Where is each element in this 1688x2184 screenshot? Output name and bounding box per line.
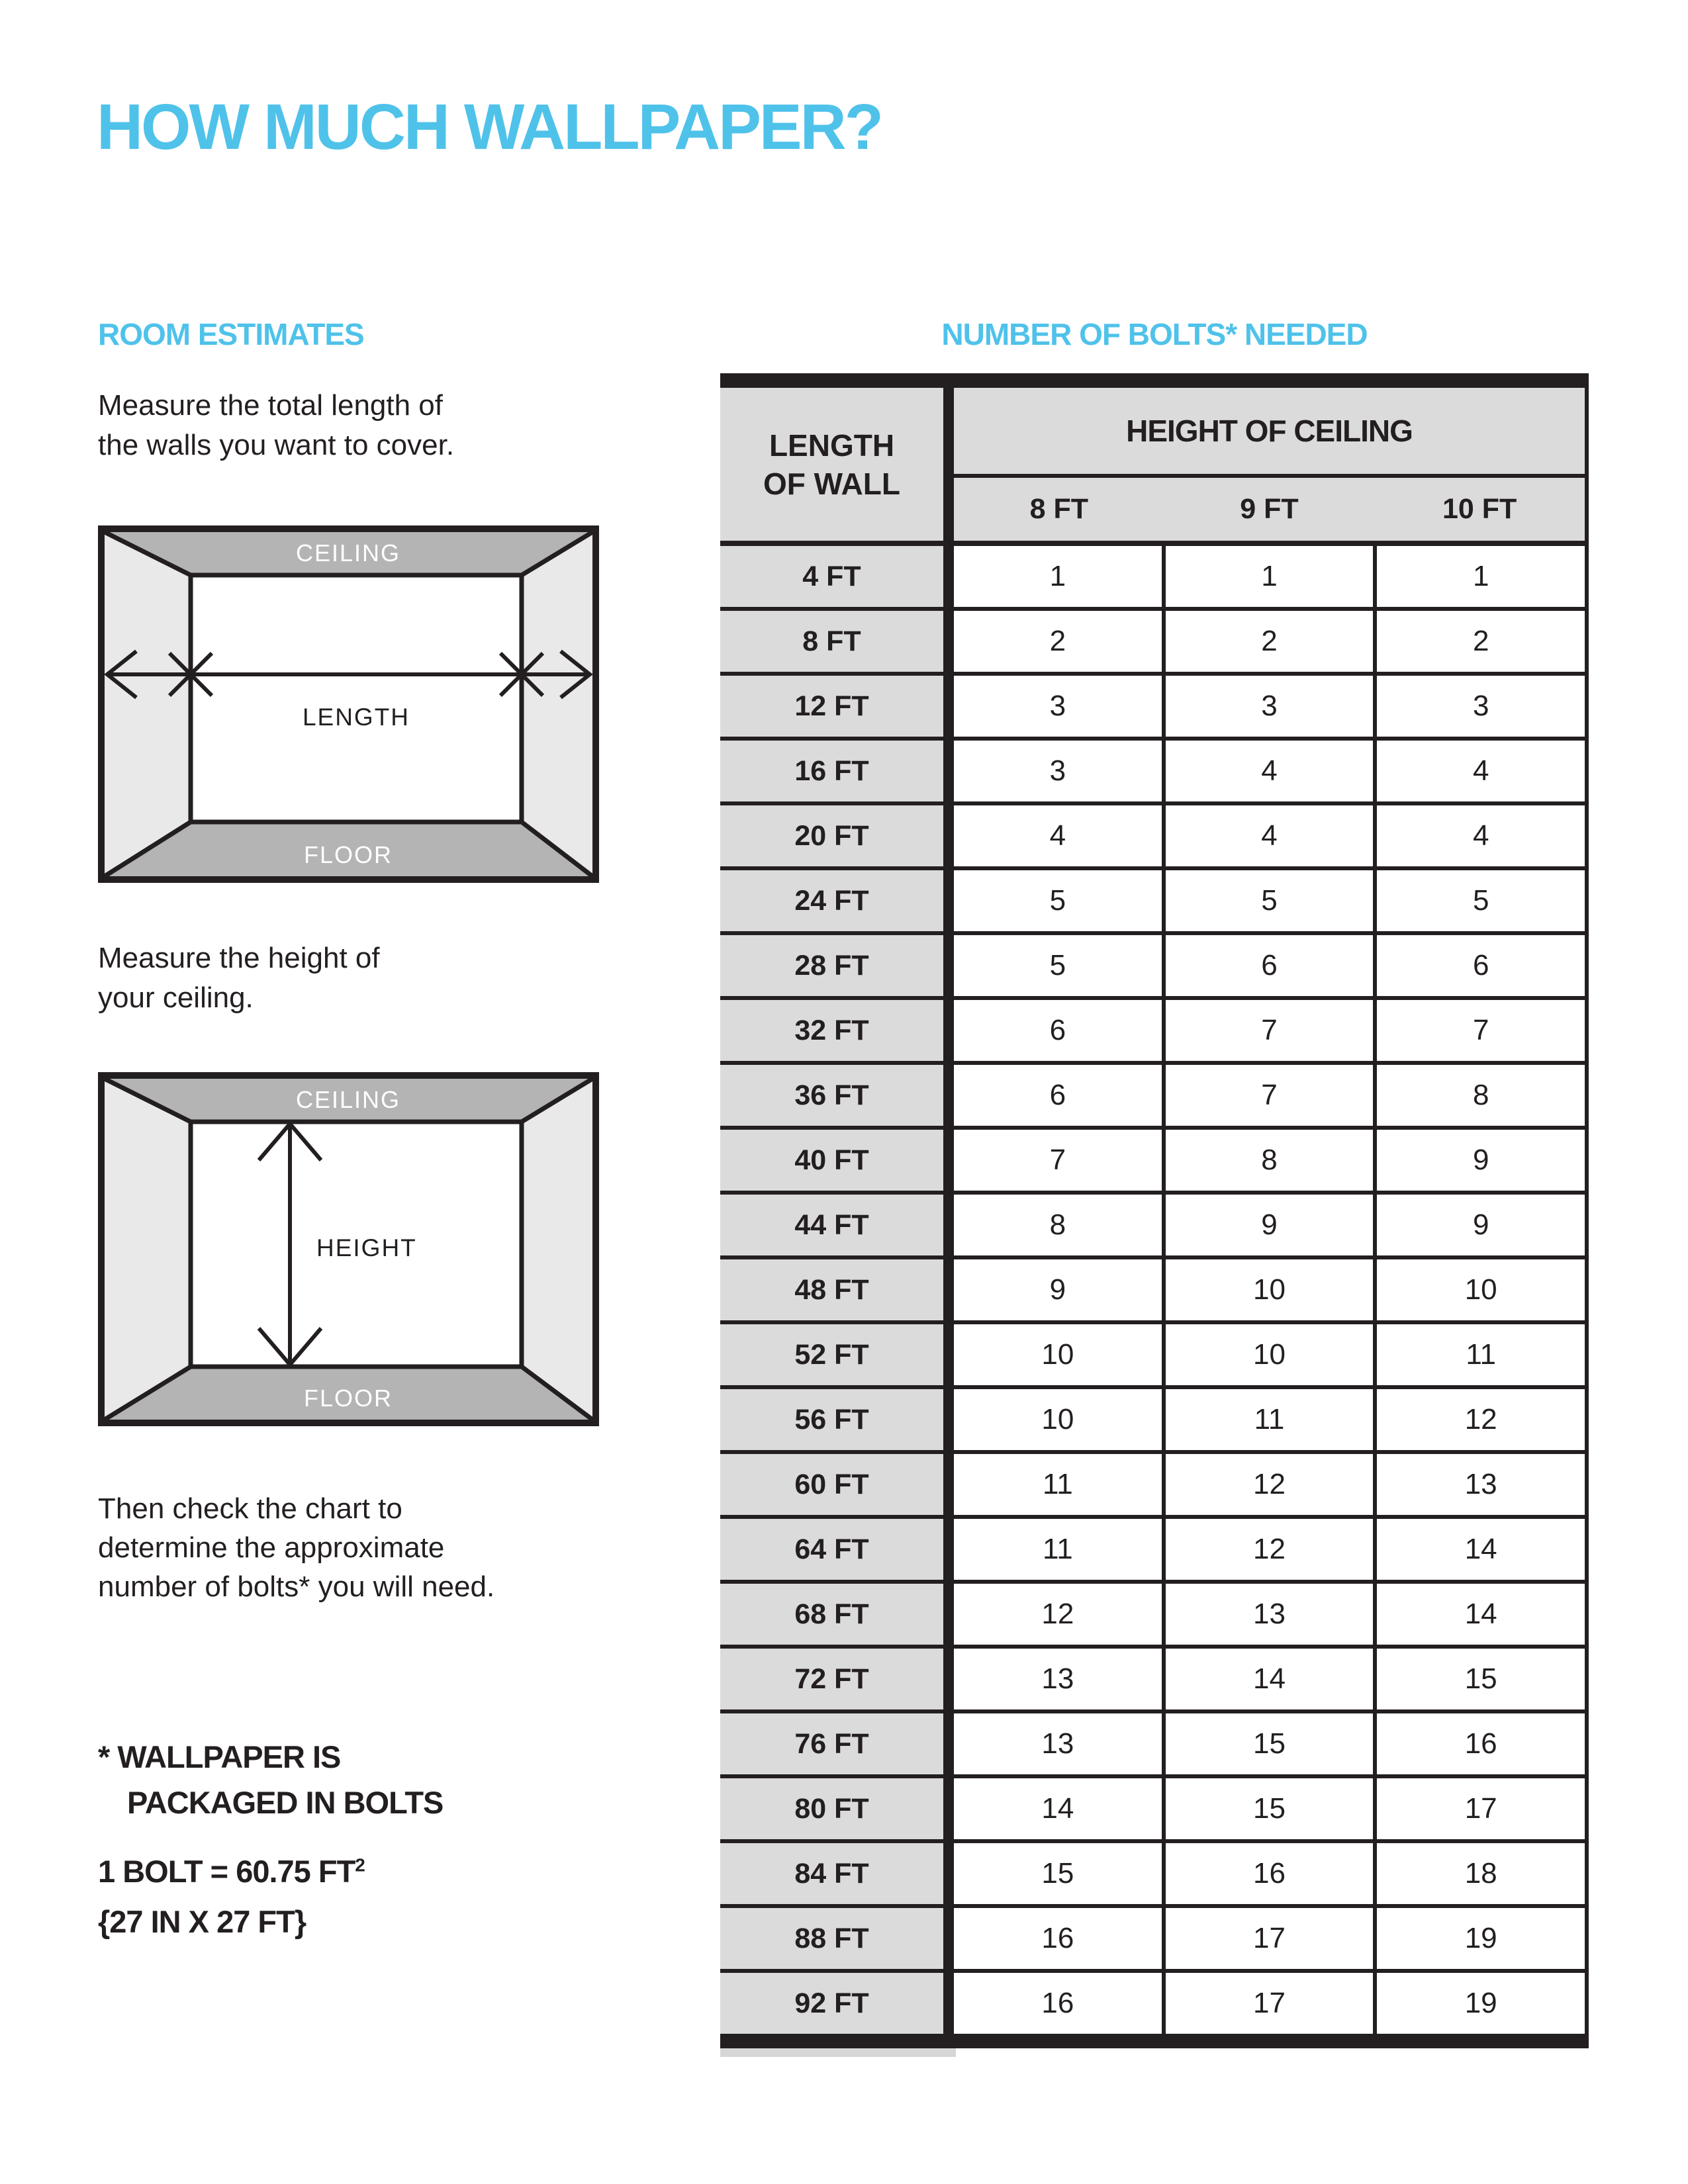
- right-wall-surface: [522, 532, 592, 876]
- paragraph-line: your ceiling.: [98, 981, 254, 1014]
- bolt-count-cell: 14: [1377, 1584, 1585, 1645]
- wall-length-label: 12 FT: [720, 676, 954, 737]
- bolt-count-cell: 17: [1166, 1908, 1378, 1969]
- wall-length-label: 8 FT: [720, 611, 954, 672]
- bolt-count-cell: 12: [954, 1584, 1166, 1645]
- table-row: [720, 1259, 1585, 1324]
- back-wall: [191, 575, 522, 822]
- footnote-line: PACKAGED IN BOLTS: [127, 1785, 444, 1820]
- table-row: [720, 1649, 1585, 1713]
- wall-length-label: 68 FT: [720, 1584, 954, 1645]
- bolt-count-cell: 19: [1377, 1908, 1585, 1969]
- bolt-count-cell: 12: [1377, 1389, 1585, 1450]
- bolt-count-cell: 17: [1377, 1778, 1585, 1839]
- wall-length-label: 48 FT: [720, 1259, 954, 1320]
- table-row: [720, 935, 1585, 1000]
- table-row: [720, 1454, 1585, 1519]
- table-row: [720, 805, 1585, 870]
- bolt-count-cell: 1: [1377, 546, 1585, 607]
- bolt-count-cell: 14: [954, 1778, 1166, 1839]
- bolt-size-line: [98, 1853, 365, 1889]
- bolt-count-cell: 16: [1377, 1713, 1585, 1774]
- left-wall-surface: [105, 1079, 191, 1420]
- bolt-count-cell: 15: [954, 1843, 1166, 1904]
- measure-height-paragraph: [98, 938, 380, 1018]
- wall-length-label: 92 FT: [720, 1973, 954, 2034]
- bolt-size-text: 1 BOLT = 60.75 FT: [98, 1854, 355, 1889]
- bolts-footnote: [98, 1734, 443, 1825]
- floor-label: FLOOR: [303, 841, 393, 868]
- wall-length-label: 28 FT: [720, 935, 954, 996]
- subheader-8ft: 8 FT: [1029, 493, 1089, 525]
- subheader-10ft: 10 FT: [1442, 493, 1517, 525]
- bolt-count-cell: 15: [1377, 1649, 1585, 1709]
- wall-length-label: 56 FT: [720, 1389, 954, 1450]
- height-of-ceiling-section: [954, 388, 1589, 541]
- page-title: HOW MUCH WALLPAPER?: [97, 91, 882, 163]
- bolt-count-cell: 16: [954, 1973, 1166, 2034]
- header-body-separator: [720, 541, 1589, 546]
- bolt-count-cell: 19: [1377, 1973, 1585, 2034]
- bolt-count-cell: 10: [954, 1324, 1166, 1385]
- bolt-count-cell: 2: [954, 611, 1166, 672]
- bolt-count-cell: 3: [954, 741, 1166, 801]
- wall-length-label: 76 FT: [720, 1713, 954, 1774]
- bolt-size-superscript: 2: [355, 1854, 365, 1876]
- paragraph-line: number of bolts* you will need.: [98, 1570, 495, 1603]
- table-top-bar: [720, 373, 1589, 388]
- wall-length-label: 80 FT: [720, 1778, 954, 1839]
- bolt-count-cell: 17: [1166, 1973, 1378, 2034]
- table-header: [720, 388, 1589, 541]
- bolt-count-cell: 13: [954, 1713, 1166, 1774]
- bolt-count-cell: 15: [1166, 1713, 1378, 1774]
- table-bottom-shadow: [720, 2048, 956, 2057]
- table-row: [720, 1843, 1585, 1908]
- bolt-count-cell: 1: [1166, 546, 1378, 607]
- bolt-count-cell: 13: [1377, 1454, 1585, 1515]
- table-row: [720, 1778, 1585, 1843]
- subheader-9ft: 9 FT: [1240, 493, 1299, 525]
- room-length-diagram: [98, 525, 599, 883]
- bolt-count-cell: 3: [1166, 676, 1378, 737]
- length-label: LENGTH: [302, 704, 410, 731]
- paragraph-line: Measure the height of: [98, 942, 380, 974]
- table-row: [720, 1973, 1585, 2034]
- bolt-count-cell: 15: [1166, 1778, 1378, 1839]
- bolt-count-cell: 5: [954, 870, 1166, 931]
- height-of-ceiling-header: HEIGHT OF CEILING: [1126, 414, 1413, 448]
- bolt-count-cell: 10: [1377, 1259, 1585, 1320]
- wall-length-label: 24 FT: [720, 870, 954, 931]
- bolts-needed-heading: NUMBER OF BOLTS* NEEDED: [941, 317, 1368, 351]
- bolt-count-cell: 2: [1166, 611, 1378, 672]
- ceiling-height-subheaders: [954, 478, 1585, 541]
- bolt-count-cell: 7: [954, 1130, 1166, 1191]
- table-row: [720, 1584, 1585, 1649]
- table-row: [720, 870, 1585, 935]
- bolt-count-cell: 10: [1166, 1324, 1378, 1385]
- wall-length-label: 44 FT: [720, 1195, 954, 1255]
- ceiling-label: CEILING: [295, 539, 401, 567]
- table-row: [720, 1195, 1585, 1259]
- table-row: [720, 1130, 1585, 1195]
- header-line: OF WALL: [763, 466, 900, 501]
- room-height-diagram: [98, 1072, 599, 1426]
- wall-length-label: 40 FT: [720, 1130, 954, 1191]
- bolt-count-cell: 5: [1377, 870, 1585, 931]
- height-label: HEIGHT: [316, 1234, 417, 1261]
- bolt-count-cell: 6: [954, 1000, 1166, 1061]
- wall-length-label: 4 FT: [720, 546, 954, 607]
- bolt-count-cell: 9: [1377, 1195, 1585, 1255]
- length-of-wall-header: [720, 388, 954, 541]
- table-bottom-bar: [720, 2034, 1589, 2048]
- bolt-count-cell: 11: [1166, 1389, 1378, 1450]
- bolt-count-cell: 4: [1377, 741, 1585, 801]
- bolt-count-cell: 3: [1377, 676, 1585, 737]
- table-row: [720, 1324, 1585, 1389]
- room-estimates-heading: ROOM ESTIMATES: [98, 317, 364, 351]
- bolt-count-cell: 2: [1377, 611, 1585, 672]
- wall-length-label: 52 FT: [720, 1324, 954, 1385]
- wall-length-label: 84 FT: [720, 1843, 954, 1904]
- bolt-count-cell: 7: [1166, 1065, 1378, 1126]
- bolt-count-cell: 7: [1166, 1000, 1378, 1061]
- table-row: [720, 676, 1585, 741]
- bolt-count-cell: 13: [954, 1649, 1166, 1709]
- table-row: [720, 1519, 1585, 1584]
- left-wall-surface: [105, 532, 191, 876]
- wall-length-label: 88 FT: [720, 1908, 954, 1969]
- paragraph-line: determine the approximate: [98, 1531, 445, 1564]
- bolt-count-cell: 6: [1377, 935, 1585, 996]
- bolt-count-cell: 16: [1166, 1843, 1378, 1904]
- bolt-count-cell: 12: [1166, 1454, 1378, 1515]
- right-wall-surface: [522, 1079, 592, 1420]
- table-body: [720, 546, 1589, 2034]
- table-row: [720, 1908, 1585, 1973]
- bolt-count-cell: 6: [1166, 935, 1378, 996]
- bolt-count-cell: 14: [1377, 1519, 1585, 1580]
- ceiling-label: CEILING: [295, 1086, 401, 1113]
- bolt-count-cell: 8: [1377, 1065, 1585, 1126]
- table-row: [720, 1000, 1585, 1065]
- table-row: [720, 1389, 1585, 1454]
- bolt-count-cell: 5: [954, 935, 1166, 996]
- bolt-count-cell: 10: [1166, 1259, 1378, 1320]
- bolt-count-cell: 13: [1166, 1584, 1378, 1645]
- paragraph-line: Measure the total length of: [98, 389, 443, 422]
- bolt-count-cell: 6: [954, 1065, 1166, 1126]
- bolt-count-cell: 16: [954, 1908, 1166, 1969]
- bolt-dimensions-line: {27 IN X 27 FT}: [98, 1904, 306, 1939]
- bolt-count-cell: 9: [954, 1259, 1166, 1320]
- wall-length-label: 36 FT: [720, 1065, 954, 1126]
- bolts-table: [720, 373, 1589, 2057]
- bolt-count-cell: 4: [1166, 805, 1378, 866]
- wall-length-label: 32 FT: [720, 1000, 954, 1061]
- bolt-count-cell: 10: [954, 1389, 1166, 1450]
- wall-length-label: 20 FT: [720, 805, 954, 866]
- wall-length-label: 72 FT: [720, 1649, 954, 1709]
- bolt-count-cell: 11: [1377, 1324, 1585, 1385]
- bolt-count-cell: 1: [954, 546, 1166, 607]
- bolt-count-cell: 5: [1166, 870, 1378, 931]
- bolt-count-cell: 9: [1377, 1130, 1585, 1191]
- table-row: [720, 1065, 1585, 1130]
- bolt-count-cell: 12: [1166, 1519, 1378, 1580]
- bolt-count-cell: 14: [1166, 1649, 1378, 1709]
- bolt-count-cell: 3: [954, 676, 1166, 737]
- table-row: [720, 1713, 1585, 1778]
- measure-length-paragraph: [98, 386, 454, 465]
- check-chart-paragraph: [98, 1489, 494, 1606]
- bolt-count-cell: 18: [1377, 1843, 1585, 1904]
- bolt-count-cell: 9: [1166, 1195, 1378, 1255]
- floor-label: FLOOR: [303, 1385, 393, 1412]
- bolt-count-cell: 4: [954, 805, 1166, 866]
- bolt-count-cell: 11: [954, 1519, 1166, 1580]
- table-row: [720, 546, 1585, 611]
- bolt-count-cell: 4: [1166, 741, 1378, 801]
- table-row: [720, 611, 1585, 676]
- paragraph-line: the walls you want to cover.: [98, 429, 455, 461]
- bolt-count-cell: 7: [1377, 1000, 1585, 1061]
- bolt-count-cell: 4: [1377, 805, 1585, 866]
- bolt-count-cell: 11: [954, 1454, 1166, 1515]
- header-line: LENGTH: [769, 428, 895, 463]
- paragraph-line: Then check the chart to: [98, 1492, 402, 1525]
- table-row: [720, 741, 1585, 805]
- wall-length-label: 16 FT: [720, 741, 954, 801]
- wall-length-label: 60 FT: [720, 1454, 954, 1515]
- wall-length-label: 64 FT: [720, 1519, 954, 1580]
- bolt-count-cell: 8: [954, 1195, 1166, 1255]
- footnote-line: * WALLPAPER IS: [98, 1739, 341, 1774]
- bolt-count-cell: 8: [1166, 1130, 1378, 1191]
